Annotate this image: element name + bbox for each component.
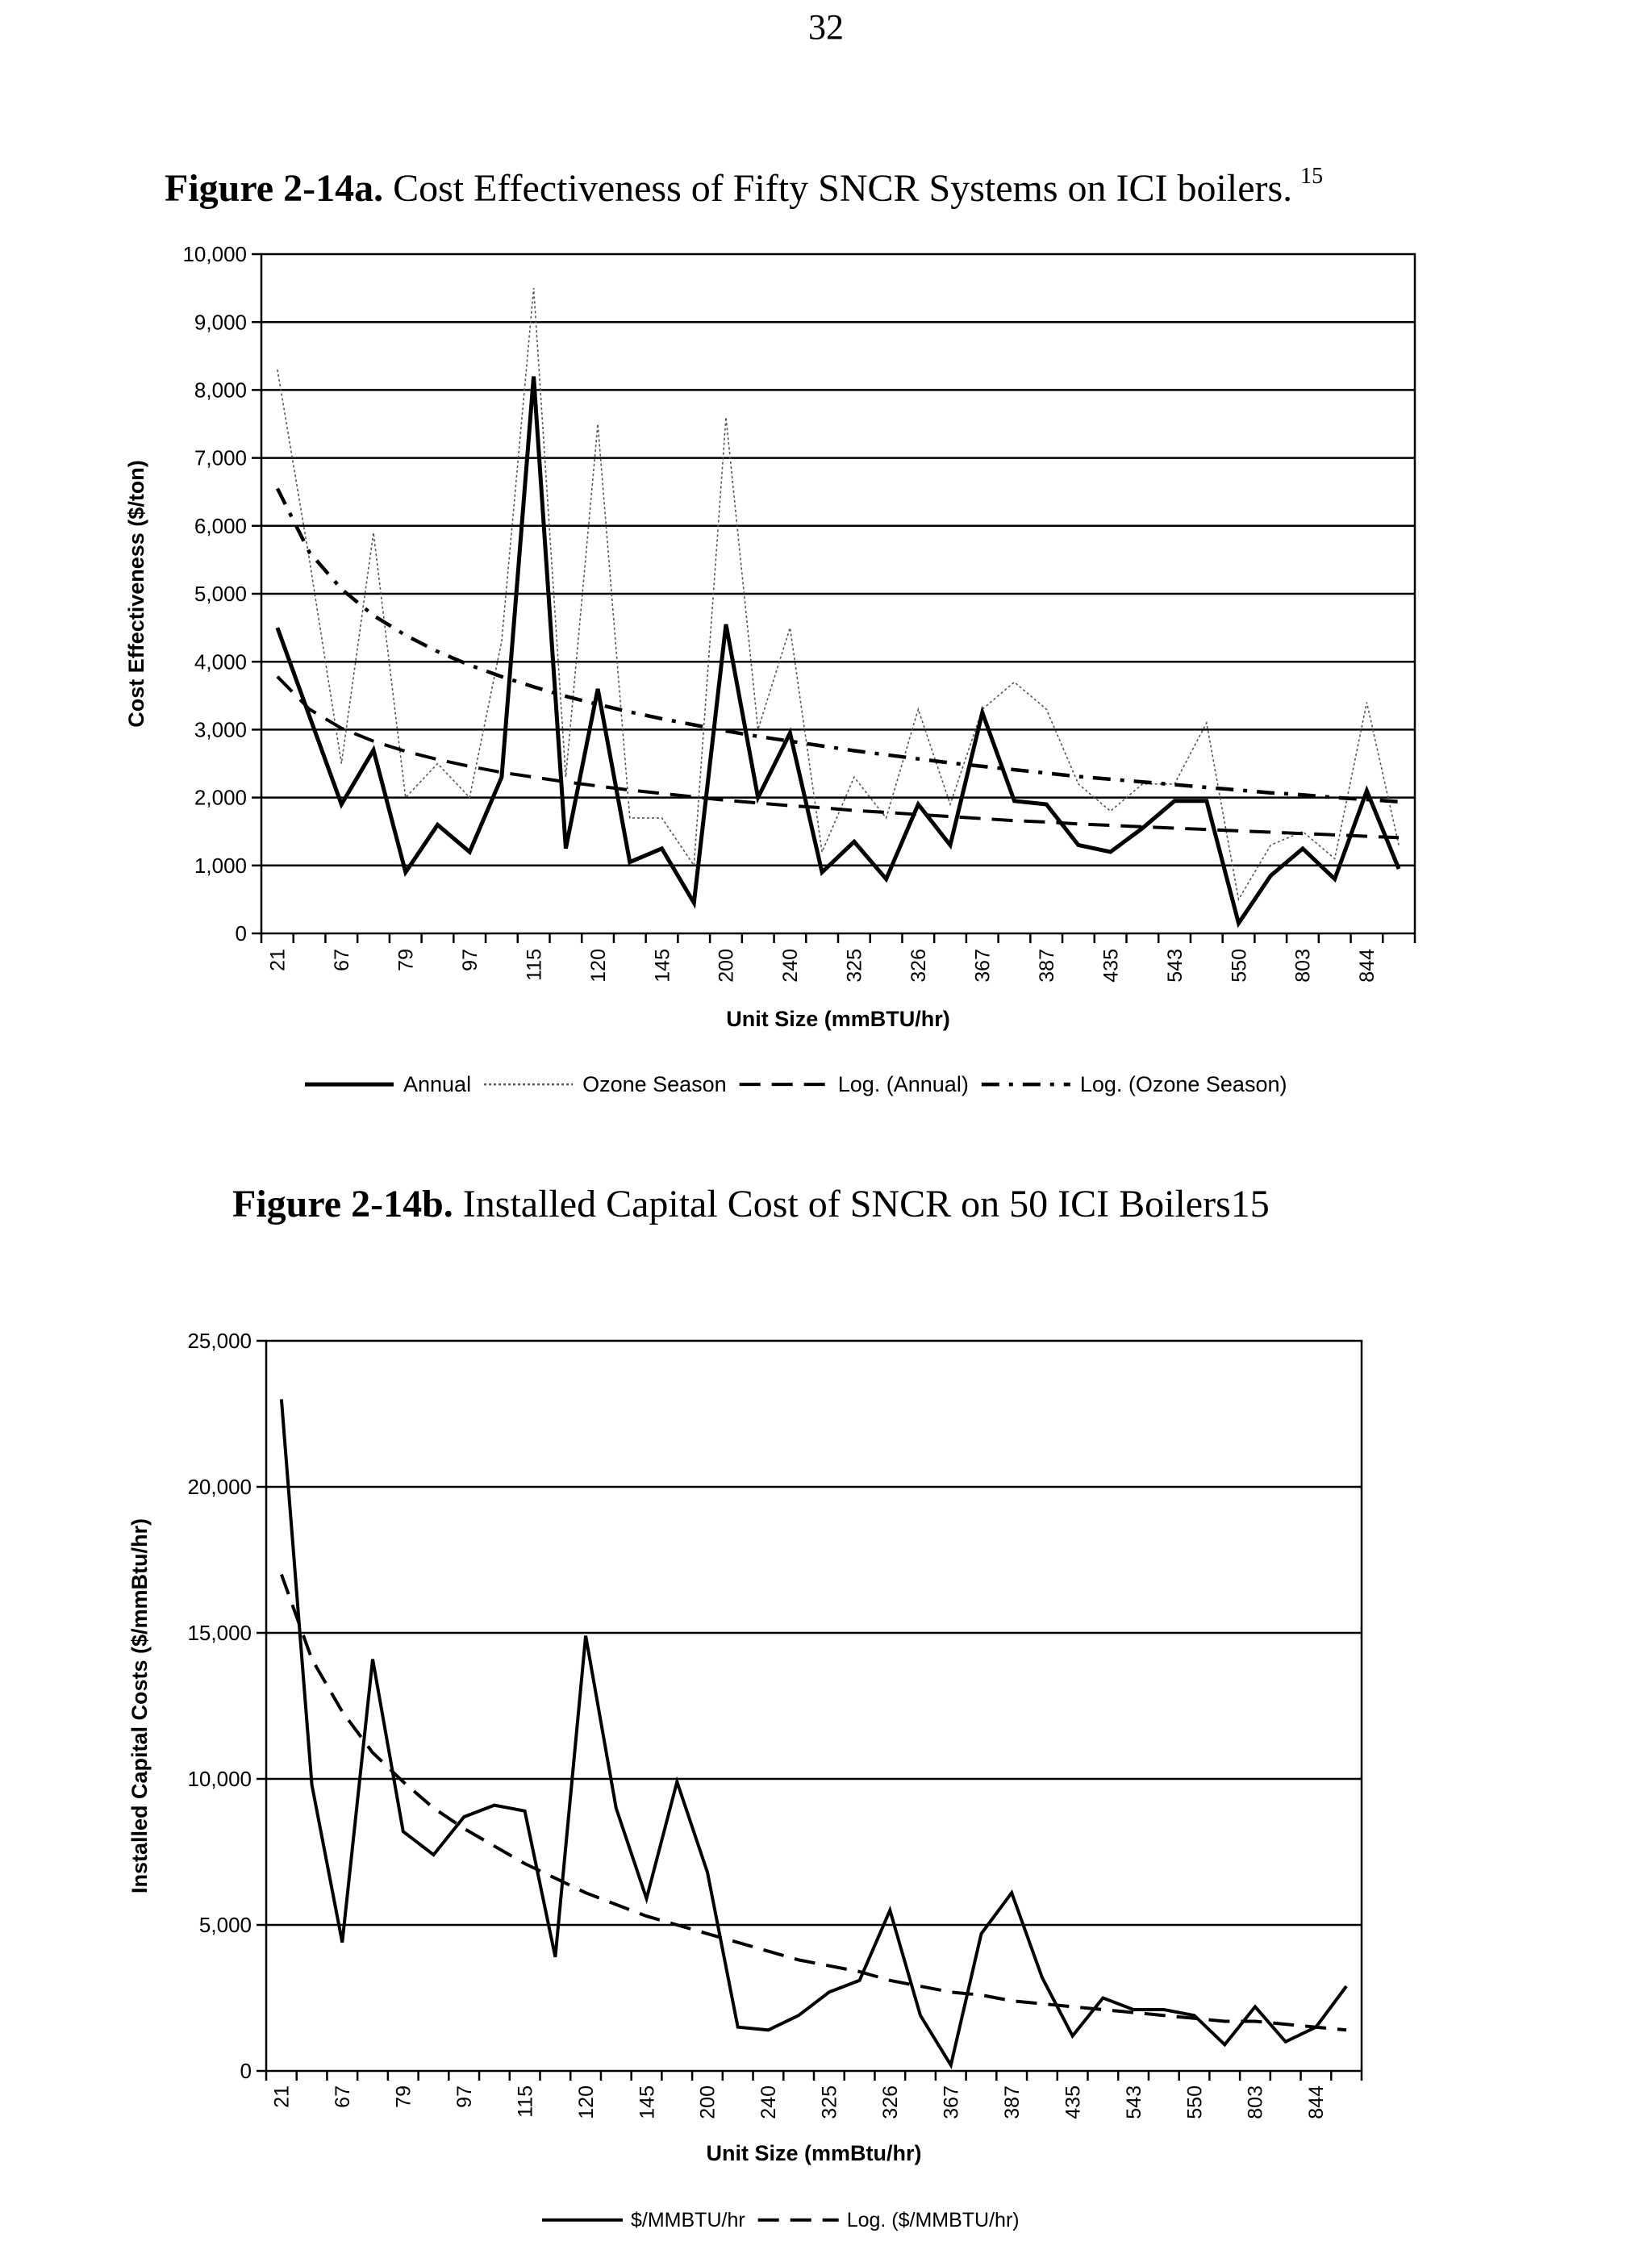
chart-a-y-tick-label: 1,000 (194, 853, 247, 878)
chart-a-legend-label: Log. (Ozone Season) (1079, 1072, 1287, 1096)
chart-b-y-tick-label: 20,000 (187, 1475, 252, 1500)
chart-b-x-tick-label: 79 (392, 2085, 415, 2108)
chart-a-x-tick-label: 550 (1228, 949, 1251, 983)
chart-b-y-axis-title: Installed Capital Costs ($/mmBtu/hr) (127, 1518, 152, 1894)
chart-a-x-tick-label: 115 (523, 949, 546, 981)
figure-a-footnote: 15 (1300, 164, 1324, 189)
chart-b-x-tick-label: 803 (1244, 2085, 1267, 2119)
chart-a-y-tick-label: 7,000 (194, 445, 247, 470)
chart-b-x-tick-label: 326 (879, 2085, 903, 2119)
chart-a-x-tick-label: 367 (971, 949, 995, 983)
figure-b-caption: Installed Capital Cost of SNCR on 50 ICI Boilers15 (462, 1183, 1270, 1225)
chart-b-x-tick-label: 200 (696, 2085, 720, 2119)
chart-b-x-tick-label: 67 (332, 2085, 355, 2108)
figure-a-label: Figure 2-14a. (165, 167, 384, 210)
chart-a-y-tick-label: 2,000 (194, 785, 247, 810)
chart-a-y-tick-label: 5,000 (194, 582, 247, 607)
chart-a-x-tick-label: 97 (458, 949, 482, 971)
chart-a-x-tick-label: 67 (331, 949, 354, 971)
chart-a-y-tick-label: 8,000 (194, 378, 247, 403)
chart-a-y-tick-label: 4,000 (194, 649, 247, 674)
chart-a-x-tick-label: 21 (266, 949, 290, 971)
chart-b-y-tick-label: 10,000 (187, 1767, 252, 1792)
chart-a-legend-label: Annual (403, 1072, 472, 1096)
chart-a-x-tick-label: 543 (1163, 949, 1187, 983)
chart-b-x-tick-label: 240 (757, 2085, 781, 2119)
chart-a-x-tick-label: 844 (1356, 949, 1379, 983)
chart-a-y-tick-label: 9,000 (194, 310, 247, 335)
chart-a-x-tick-label: 120 (586, 949, 610, 983)
chart-a-y-tick-label: 6,000 (194, 513, 247, 538)
chart-b-x-tick-label: 387 (1000, 2085, 1024, 2119)
chart-b-x-tick-label: 435 (1062, 2085, 1085, 2119)
chart-b-x-tick-label: 550 (1183, 2085, 1207, 2119)
chart-b-x-axis-title: Unit Size (mmBtu/hr) (706, 2141, 922, 2165)
chart-b-y-tick-label: 25,000 (187, 1329, 252, 1354)
chart-a-x-axis-title: Unit Size (mmBTU/hr) (726, 1007, 950, 1031)
chart-b-x-tick-label: 325 (818, 2085, 841, 2119)
chart-a-legend-label: Log. (Annual) (837, 1072, 969, 1096)
chart-b-x-tick-label: 367 (940, 2085, 963, 2119)
chart-b-x-tick-label: 844 (1305, 2085, 1329, 2119)
figure-a-caption: Cost Effectiveness of Fifty SNCR Systems on ICI boilers. (393, 167, 1293, 210)
chart-a-x-tick-label: 326 (907, 949, 931, 983)
chart-a-x-tick-label: 387 (1035, 949, 1058, 983)
figure-b-label: Figure 2-14b. (232, 1183, 453, 1225)
chart-a-x-tick-label: 325 (843, 949, 866, 983)
chart-b-y-tick-label: 15,000 (187, 1621, 252, 1646)
chart-b-x-tick-label: 21 (270, 2085, 294, 2108)
chart-a-y-tick-label: 10,000 (182, 242, 247, 267)
chart-a-x-tick-label: 435 (1099, 949, 1123, 983)
chart-a-y-tick-label: 3,000 (194, 717, 247, 742)
chart-b-x-tick-label: 120 (574, 2085, 598, 2119)
chart-b-x-tick-label: 145 (636, 2085, 659, 2119)
chart-b-x-tick-label: 115 (514, 2085, 537, 2118)
chart-a-legend-label: Ozone Season (582, 1072, 727, 1096)
chart-b-legend-label: $/MMBTU/hr (631, 2209, 745, 2231)
chart-a-x-tick-label: 803 (1291, 949, 1315, 983)
chart-a-x-tick-label: 200 (715, 949, 738, 983)
chart-b-y-tick-label: 5,000 (198, 1913, 252, 1938)
chart-b-x-tick-label: 97 (453, 2085, 476, 2108)
chart-a-y-tick-label: 0 (235, 921, 247, 946)
chart-a-x-tick-label: 240 (779, 949, 803, 983)
chart-b-y-tick-label: 0 (240, 2059, 252, 2084)
chart-b-legend-label: Log. ($/MMBTU/hr) (846, 2209, 1020, 2231)
page-number: 32 (808, 7, 844, 47)
chart-a-x-tick-label: 79 (394, 949, 418, 971)
chart-a-y-axis-title: Cost Effectiveness ($/ton) (124, 460, 148, 728)
chart-a-x-tick-label: 145 (651, 949, 674, 983)
chart-b-x-tick-label: 543 (1122, 2085, 1145, 2119)
